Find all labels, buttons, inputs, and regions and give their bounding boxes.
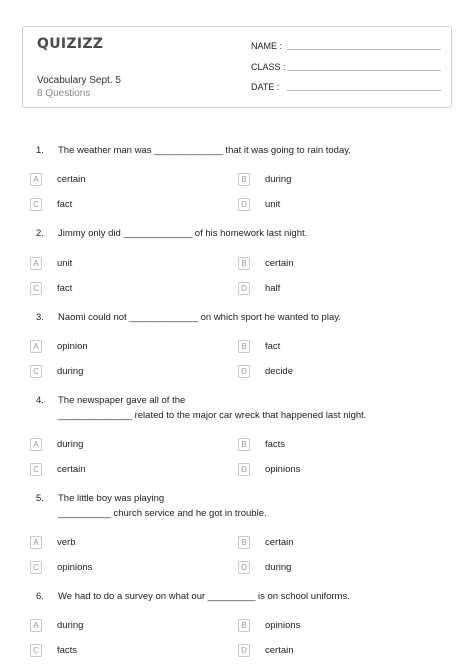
option-letter: A — [30, 536, 42, 549]
option-letter: D — [238, 365, 250, 378]
date-label: DATE : — [251, 82, 280, 92]
option-text: certain — [265, 645, 294, 656]
question-text: We had to do a survey on what our _________ is on school uniforms. — [58, 591, 350, 602]
quizizz-logo: QUIZIZZ — [37, 36, 104, 52]
option-letter: A — [30, 173, 42, 186]
question-text-line-2: __________ church service and he got in trouble. — [58, 508, 267, 519]
option-text: verb — [57, 537, 76, 548]
question-count: 8 Questions — [37, 88, 91, 99]
question-text-line-2: ______________ related to the major car wreck that happened last night. — [58, 410, 367, 421]
option-text: fact — [265, 341, 281, 352]
option-letter: A — [30, 438, 42, 451]
question-text: The weather man was _____________ that it was going to rain today. — [58, 145, 351, 156]
worksheet-header — [22, 26, 452, 108]
option-text: facts — [57, 645, 78, 656]
option-text: fact — [57, 283, 73, 294]
option-text: opinions — [265, 464, 301, 475]
option-text: unit — [57, 258, 73, 269]
option-letter: C — [30, 282, 42, 295]
name-line — [287, 49, 441, 50]
date-line — [287, 90, 441, 91]
option-text: opinions — [265, 620, 301, 631]
option-text: opinion — [57, 341, 88, 352]
option-text: fact — [57, 199, 73, 210]
option-text: during — [265, 562, 292, 573]
name-label: NAME : — [251, 41, 283, 51]
option-text: certain — [57, 174, 86, 185]
option-letter: D — [238, 644, 250, 657]
question-text: The little boy was playing — [58, 493, 165, 504]
option-letter: B — [238, 340, 250, 353]
worksheet-title: Vocabulary Sept. 5 — [37, 75, 121, 86]
option-letter: C — [30, 198, 42, 211]
option-letter: C — [30, 365, 42, 378]
option-letter: B — [238, 173, 250, 186]
name-field[interactable] — [251, 41, 441, 51]
question-number: 6. — [36, 591, 44, 602]
option-text: unit — [265, 199, 281, 210]
question-text: Naomi could not _____________ on which sport he wanted to play. — [58, 312, 341, 323]
question-text: Jimmy only did _____________ of his homework last night. — [58, 228, 308, 239]
option-letter: B — [238, 438, 250, 451]
option-letter: A — [30, 257, 42, 270]
option-letter: D — [238, 561, 250, 574]
option-letter: B — [238, 619, 250, 632]
option-text: certain — [265, 258, 294, 269]
class-field[interactable] — [251, 62, 441, 72]
class-line — [287, 70, 441, 71]
question-number: 5. — [36, 493, 44, 504]
question-number: 3. — [36, 312, 44, 323]
option-letter: A — [30, 619, 42, 632]
option-letter: A — [30, 340, 42, 353]
date-field[interactable] — [251, 82, 441, 92]
option-letter: D — [238, 198, 250, 211]
option-letter: D — [238, 463, 250, 476]
class-label: CLASS : — [251, 62, 286, 72]
option-text: during — [265, 174, 292, 185]
option-text: certain — [265, 537, 294, 548]
option-letter: C — [30, 561, 42, 574]
option-text: facts — [265, 439, 286, 450]
option-letter: C — [30, 644, 42, 657]
question-number: 4. — [36, 395, 44, 406]
option-text: during — [57, 439, 84, 450]
option-text: during — [57, 366, 84, 377]
option-text: certain — [57, 464, 86, 475]
option-text: half — [265, 283, 281, 294]
option-letter: B — [238, 257, 250, 270]
question-number: 2. — [36, 228, 44, 239]
option-letter: D — [238, 282, 250, 295]
option-letter: C — [30, 463, 42, 476]
option-text: decide — [265, 366, 293, 377]
question-number: 1. — [36, 145, 44, 156]
option-text: during — [57, 620, 84, 631]
question-text: The newspaper gave all of the — [58, 395, 186, 406]
option-letter: B — [238, 536, 250, 549]
option-text: opinions — [57, 562, 93, 573]
